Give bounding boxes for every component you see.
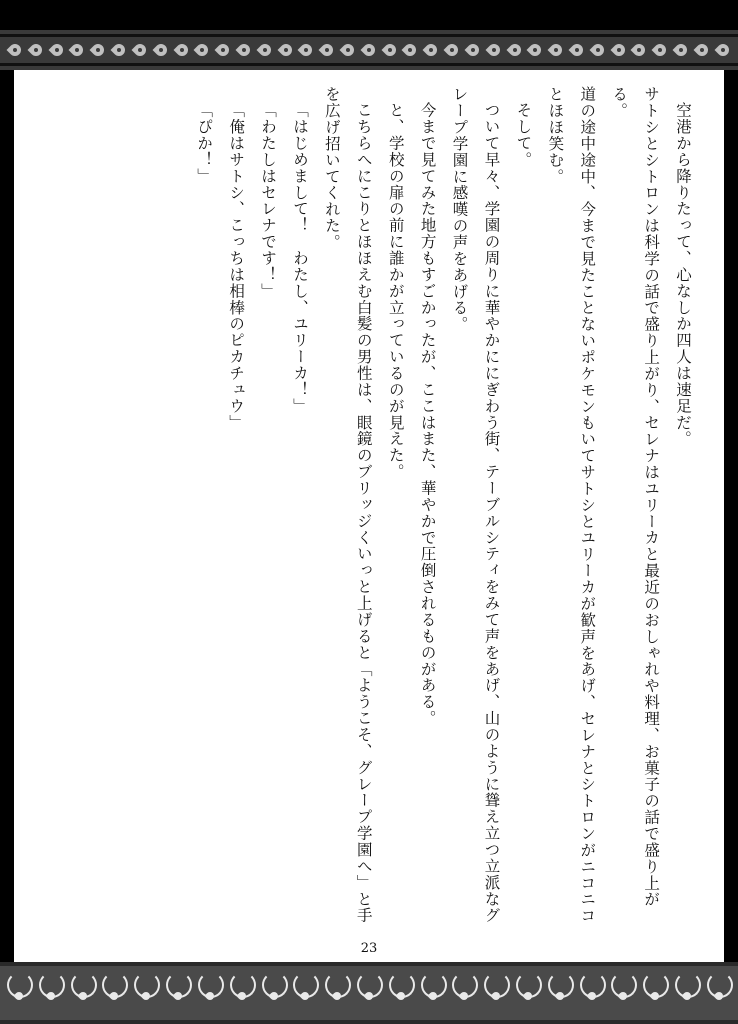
paragraph: 「ぴか！」: [195, 101, 214, 184]
leaf-icon: [714, 41, 732, 59]
leaf-icon: [589, 41, 607, 59]
paragraph: 「俺はサトシ、こっちは相棒のピカチュウ」: [227, 101, 246, 431]
leaf-icon: [152, 41, 170, 59]
leaf-icon: [672, 41, 690, 59]
leaf-icon: [568, 41, 586, 59]
scallop-icon: [418, 970, 448, 1004]
vertical-text-block: [54, 86, 698, 926]
paragraph: こちらへにこりとほほえむ白髪の男性は、眼鏡のブリッジくいっと上げると「ようこそ、グレープ学園へ」と手を広げ招いてくれた。: [322, 86, 373, 923]
left-black-margin: [0, 0, 14, 1024]
scallop-icon: [163, 970, 193, 1004]
scallop-icon: [99, 970, 129, 1004]
leaf-icon: [131, 41, 149, 59]
scallop-icon: [449, 970, 479, 1004]
leaf-icon: [526, 41, 544, 59]
leaf-icon: [214, 41, 232, 59]
scallop-icon: [513, 970, 543, 1004]
paragraph: そして。: [514, 101, 533, 168]
leaf-icon: [381, 41, 399, 59]
leaf-icon: [318, 41, 336, 59]
paragraph: 今まで見てみた地方もすごかったが、ここはまた、華やかで圧倒されるものがある。: [418, 101, 437, 726]
right-black-margin: [724, 0, 738, 1024]
paragraph: と、学校の扉の前に誰かが立っているのが見えた。: [386, 101, 405, 480]
leaf-icon: [630, 41, 648, 59]
leaf-icon: [297, 41, 315, 59]
scallop-icon: [672, 970, 702, 1004]
leaf-icon: [256, 41, 274, 59]
leaf-icon: [277, 41, 295, 59]
top-black-margin: [0, 0, 738, 30]
scallop-icon: [386, 970, 416, 1004]
header-rule-bottom: [0, 63, 738, 66]
leaf-icon: [443, 41, 461, 59]
footer-rule-top: [0, 962, 738, 966]
scallop-icon: [481, 970, 511, 1004]
leaf-icon: [68, 41, 86, 59]
scallop-icon: [322, 970, 352, 1004]
page-number: 23: [360, 941, 378, 956]
scallop-icon: [577, 970, 607, 1004]
leaf-icon: [48, 41, 66, 59]
leaf-icon: [193, 41, 211, 59]
leaf-icon: [401, 41, 419, 59]
leaf-icon: [89, 41, 107, 59]
scallop-icon: [354, 970, 384, 1004]
leaf-icon: [235, 41, 253, 59]
scallop-icon: [195, 970, 225, 1004]
ornamental-header-band: [0, 30, 738, 70]
scallop-icon: [131, 970, 161, 1004]
paragraph: 「はじめまして！ わたし、ユリーカ！」: [290, 101, 309, 414]
leaf-icon: [6, 41, 24, 59]
leaf-icon: [422, 41, 440, 59]
paragraph: ついて早々、学園の周りに華やかににぎわう街、テーブルシティをみて声をあげ、山のように聳え立つ立派なグレープ学園に感嘆の声をあげる。: [450, 86, 501, 923]
scallop-icon: [227, 970, 257, 1004]
leaf-icon: [110, 41, 128, 59]
leaf-icon: [339, 41, 357, 59]
leaf-icon: [506, 41, 524, 59]
footer-motif-row: [0, 970, 738, 1016]
leaf-icon: [693, 41, 711, 59]
scallop-icon: [36, 970, 66, 1004]
scallop-icon: [608, 970, 638, 1004]
paragraph: 空港から降りたって、心なしか四人は速足だ。: [674, 101, 692, 447]
leaf-icon: [610, 41, 628, 59]
leaf-icon: [27, 41, 45, 59]
paragraph: 「わたしはセレナです！」: [259, 101, 278, 299]
paragraph: サトシとシトロンは科学の話で盛り上がり、セレナはユリーカと最近のおしゃれや料理、お菓子の話で盛り上がる。: [610, 86, 661, 908]
scallop-icon: [4, 970, 34, 1004]
header-motif-row: [0, 39, 738, 61]
leaf-icon: [547, 41, 565, 59]
leaf-icon: [485, 41, 503, 59]
scallop-icon: [545, 970, 575, 1004]
leaf-icon: [173, 41, 191, 59]
scallop-icon: [259, 970, 289, 1004]
leaf-icon: [651, 41, 669, 59]
footer-rule-bottom: [0, 1020, 738, 1024]
ornamental-footer-band: [0, 962, 738, 1024]
scallop-icon: [68, 970, 98, 1004]
paragraph: 道の途中途中、今まで見たことないポケモンもいてサトシとユリーカが歓声をあげ、セレナとシトロンがニコニコとほほ笑む。: [546, 86, 597, 924]
leaf-icon: [360, 41, 378, 59]
page-body: [14, 86, 724, 926]
leaf-icon: [464, 41, 482, 59]
header-rule-top: [0, 34, 738, 37]
scallop-icon: [640, 970, 670, 1004]
scallop-icon: [704, 970, 734, 1004]
scallop-icon: [290, 970, 320, 1004]
